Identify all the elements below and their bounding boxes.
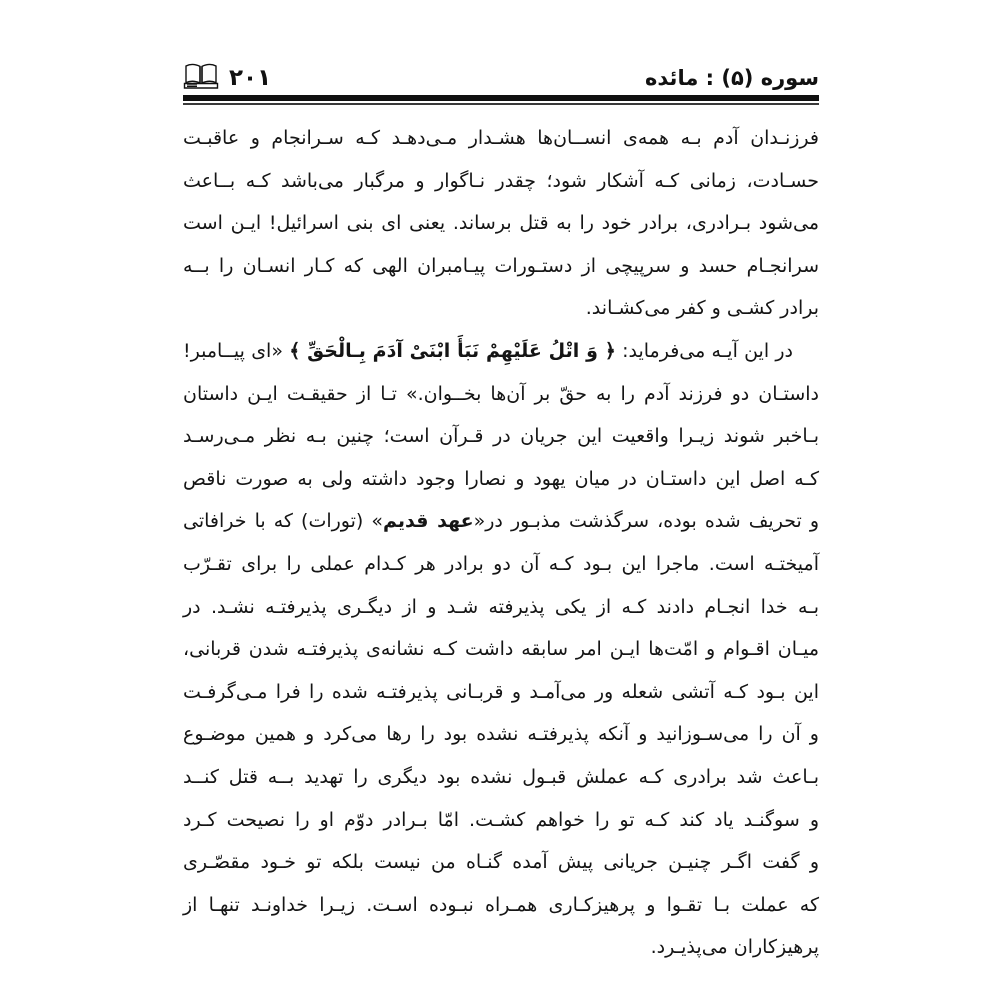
text-line bbox=[183, 799, 819, 842]
bold-text-segment: عهد قدیم bbox=[383, 510, 474, 533]
text-segment: فرزنـدان آدم بـه همه‌ی انســان‌ها هشـدار مـی‌دهـد کـه سـرانجام و عاقبـت bbox=[183, 127, 819, 149]
text-segment: سرانجـام حسد و سرپیچی از دستـورات پیـامبران الهی که کـار انسـان را بــه bbox=[183, 254, 819, 277]
text-segment: این بـود کـه آتشی شعله ور می‌آمـد و قربـانی پذیرفتـه شده را فرا مـی‌گرفـت bbox=[183, 680, 819, 703]
header-rule-thick bbox=[183, 95, 819, 101]
text-line bbox=[183, 671, 819, 714]
text-line bbox=[183, 713, 819, 756]
text-segment: داستـان دو فرزند آدم را به حقّ بر آن‌ها بخــوان.» تـا از حقیقـت ایـن داستان bbox=[183, 382, 819, 405]
text-line bbox=[183, 884, 819, 927]
text-segment: بـاخبر شوند زیـرا واقعیت این جریان در قـرآن است؛ چنین بـه نظر مـی‌رسـد bbox=[183, 425, 819, 448]
text-segment: بـاعث شد برادری کـه عملش قبـول نشده بود دیگری را تهدید بــه قتل کنــد bbox=[183, 765, 819, 788]
text-line bbox=[183, 117, 819, 160]
text-line bbox=[183, 586, 819, 629]
text-segment: و گفت اگـر چنیـن جریانی پیش آمده گنـاه من نیست بلکه تو خـود مقصّـری bbox=[183, 851, 819, 874]
text-segment: برادر کشـی و کفر می‌کشـاند. bbox=[585, 297, 819, 320]
body-text bbox=[183, 117, 819, 969]
text-line bbox=[183, 202, 819, 245]
text-segment: حسـادت، زمانی کـه آشکار شود؛ چقدر نـاگوار و مرگبار می‌باشد کـه بــاعث bbox=[183, 169, 819, 192]
text-segment: » (تورات) که با خرافاتی bbox=[183, 510, 384, 533]
text-segment: در این آیـه می‌فرماید: bbox=[615, 339, 793, 362]
text-line bbox=[183, 287, 819, 330]
text-line bbox=[183, 756, 819, 799]
text-line bbox=[183, 543, 819, 586]
text-line bbox=[183, 160, 819, 203]
text-line bbox=[183, 458, 819, 501]
page-number-group bbox=[183, 63, 271, 90]
text-segment: می‌شود بـرادری، برادر خود را به قتل برساند. یعنی ای بنی اسرائیل! ایـن است bbox=[183, 212, 819, 235]
text-segment: بـه خدا انجـام دادند کـه از یکی پذیرفته شـد و از دیگـری پذیرفتـه نشـد. در bbox=[183, 595, 819, 618]
text-line bbox=[183, 373, 819, 416]
section-title: سوره (۵) : مائده bbox=[645, 66, 819, 90]
text-segment: پرهیزکاران می‌پذیـرد. bbox=[650, 936, 819, 959]
text-segment: «ای پیــامبر! bbox=[183, 339, 290, 362]
open-book-icon bbox=[183, 63, 219, 90]
text-line bbox=[183, 500, 819, 543]
page-header bbox=[183, 56, 819, 90]
page-content bbox=[183, 56, 819, 969]
bold-text-segment: ﴿ وَ اتْلُ عَلَیْهِمْ نَبَأَ ابْنَیْ آدَمَ بِـالْحَقِّ ﴾ bbox=[289, 339, 616, 362]
text-segment: و تحریف شده بوده، سرگذشت مذبـور در« bbox=[473, 510, 819, 533]
text-segment: که عملت بـا تقـوا و پرهیزکـاری همـراه نبـوده اسـت. زیـرا خداونـد تنهـا از bbox=[183, 893, 819, 916]
text-line bbox=[183, 330, 819, 373]
text-line bbox=[183, 245, 819, 288]
page-number: ۲۰۱ bbox=[229, 65, 272, 91]
text-segment: و سوگنـد یاد کند کـه تو را خواهم کشـت. امّا بـرادر دوّم او را نصیحت کـرد bbox=[183, 808, 819, 831]
text-segment: میـان اقـوام و امّت‌ها ایـن امر سابقه داشت کـه نشانه‌ی پذیرفتـه شدن قربانی، bbox=[183, 638, 819, 661]
text-segment: و آن را می‌سـوزانید و آنکه پذیرفتـه نشده بود را رها می‌کرد و همین موضـوع bbox=[183, 723, 819, 746]
text-line bbox=[183, 926, 819, 969]
text-line bbox=[183, 628, 819, 671]
text-line bbox=[183, 841, 819, 884]
text-segment: کـه اصل این داستـان در میان یهود و نصارا وجود داشته ولی به صورت ناقص bbox=[183, 467, 819, 490]
text-line bbox=[183, 415, 819, 458]
text-segment: آمیختـه است. ماجرا این بـود کـه آن دو برادر هر کـدام عملی را برای تقـرّب bbox=[183, 552, 819, 575]
header-rule-thin bbox=[183, 103, 819, 105]
